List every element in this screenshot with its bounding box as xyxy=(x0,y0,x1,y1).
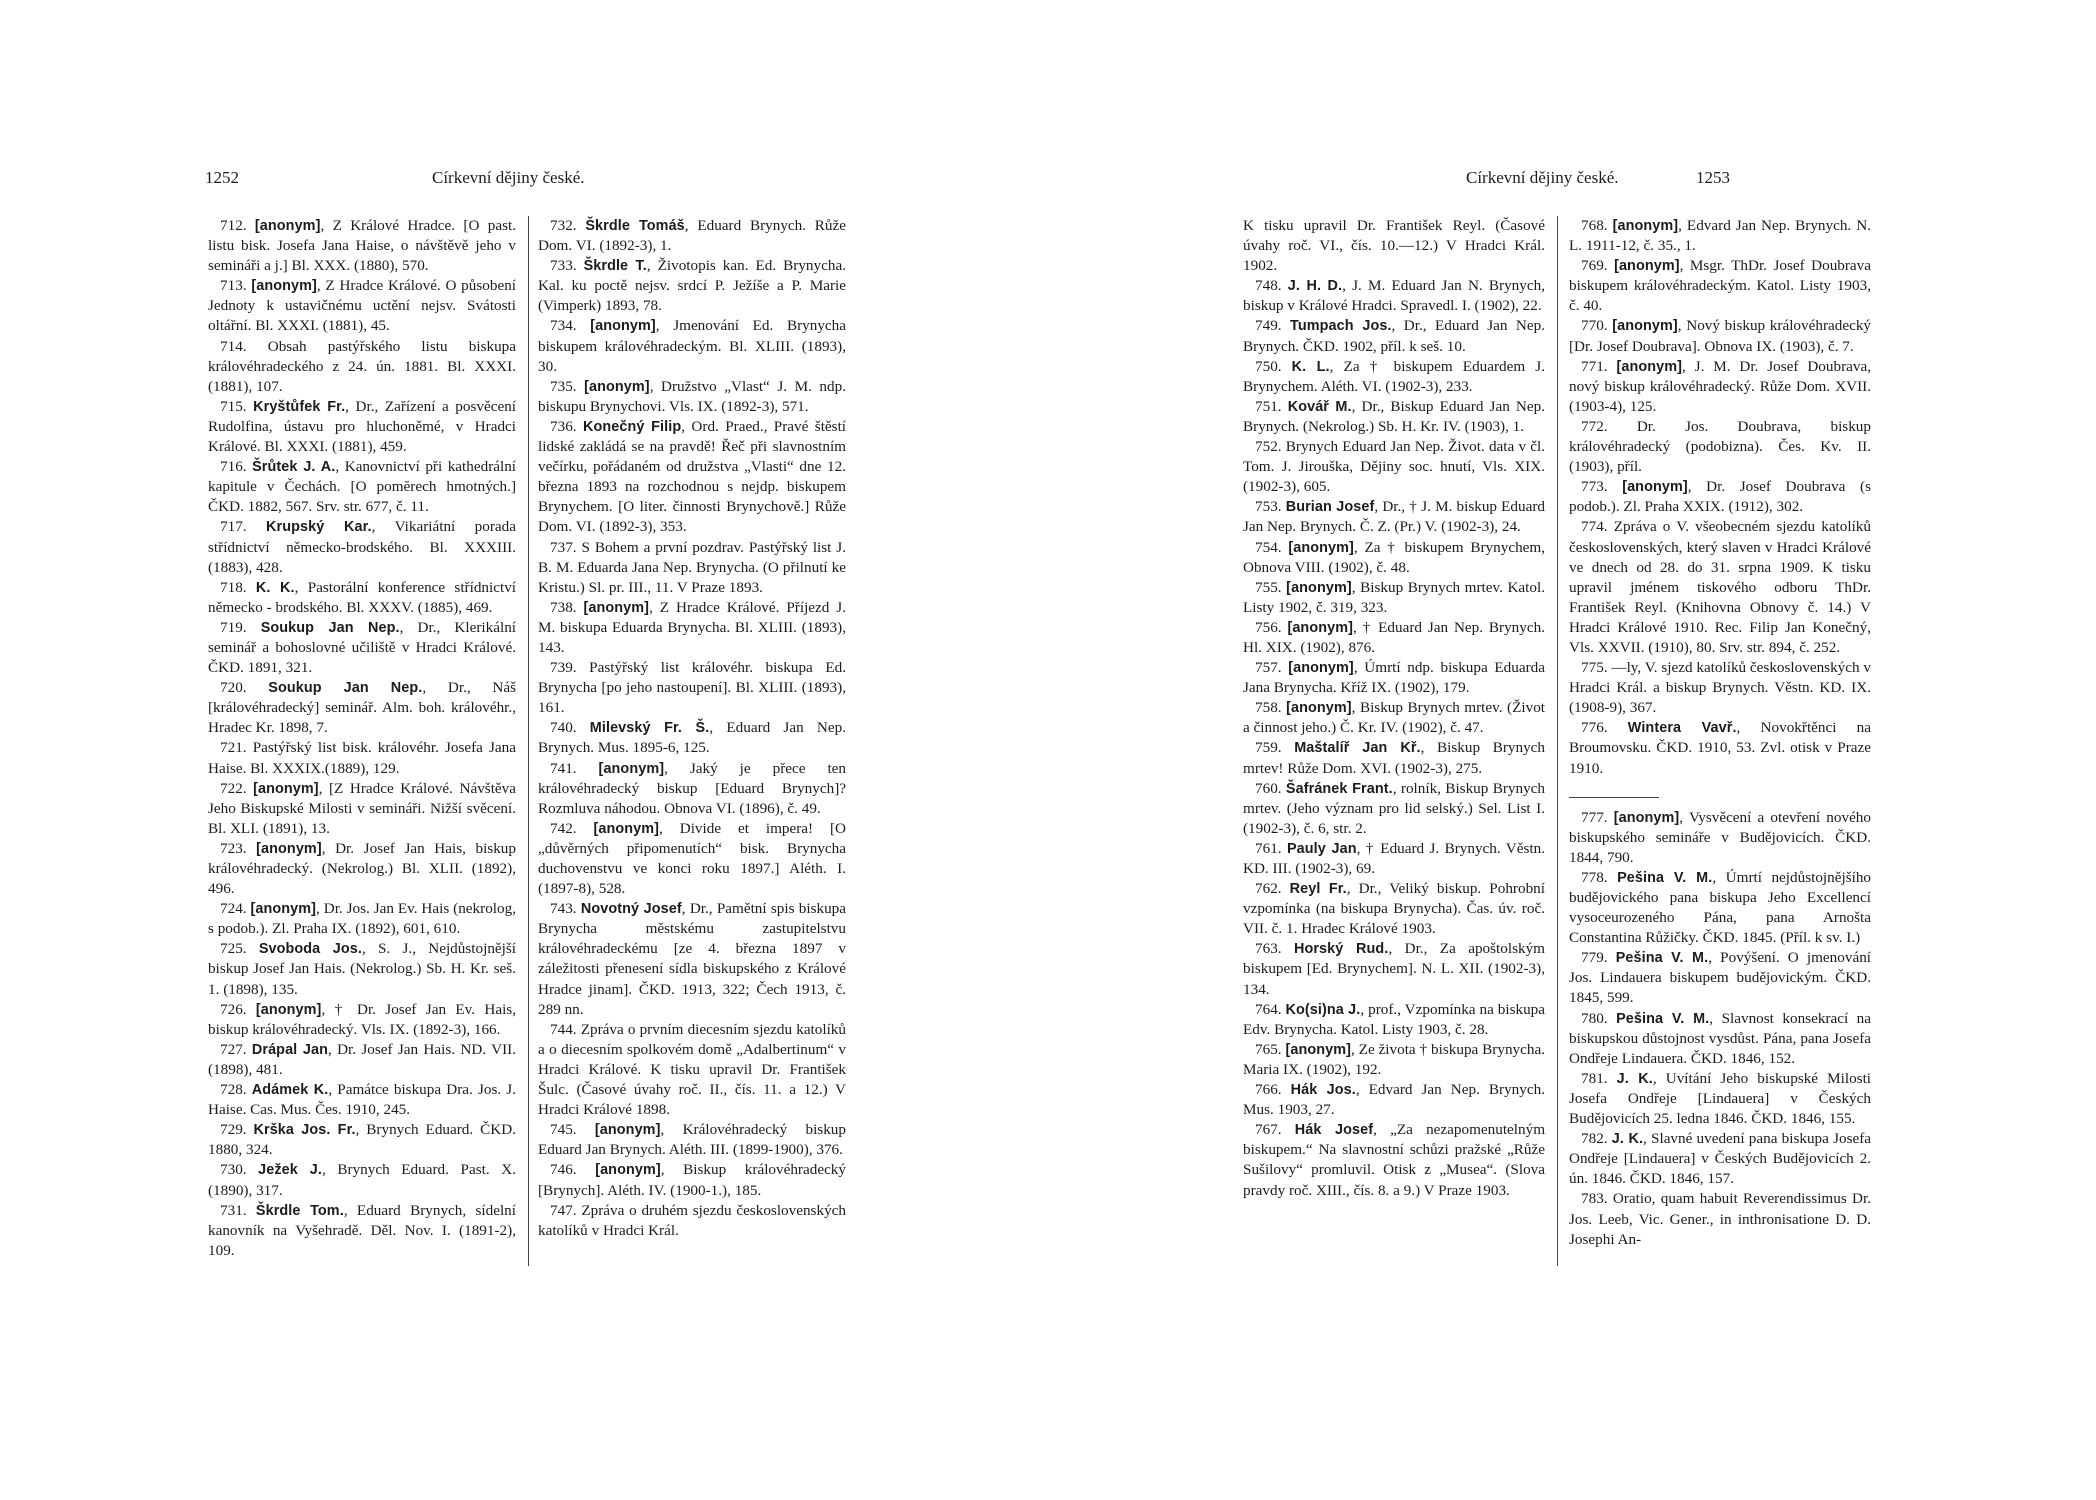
bibliography-entry xyxy=(538,1160,846,1200)
entry-author: [anonym] xyxy=(1287,619,1353,636)
bibliography-entry xyxy=(1243,738,1545,778)
entry-author: [anonym] xyxy=(1616,358,1683,375)
bibliography-entry xyxy=(538,417,846,538)
entry-number: 713. xyxy=(220,277,247,295)
entry-author: [anonym] xyxy=(594,1122,661,1139)
entry-text: , Edvard Jan Nep. Brynych. N. L. 1911-12, č. 35., 1. xyxy=(1569,217,1871,255)
entry-author: Pešina V. M. xyxy=(1617,869,1713,886)
entry-number: 771. xyxy=(1581,357,1608,375)
entry-text: , † Eduard Jan Nep. Brynych. Hl. XIX. (1902), 876. xyxy=(1243,618,1545,656)
entry-author: Ko(si)na J. xyxy=(1285,1001,1361,1018)
entry-author: [anonym] xyxy=(1612,318,1678,335)
entry-text: , Povýšení. O jmenování Jos. Lindauera biskupem budějovickým. ČKD. 1845, 599. xyxy=(1569,949,1872,1007)
entry-number: 717. xyxy=(220,518,247,536)
bibliography-entry xyxy=(1243,1000,1545,1040)
entry-author: Horský Rud. xyxy=(1293,941,1389,958)
bibliography-entry xyxy=(1569,1129,1871,1189)
bibliography-entry xyxy=(1243,779,1545,839)
entry-text: , prof., Vzpomínka na biskupa Edv. Brynycha. Katol. Listy 1903, č. 28. xyxy=(1243,1000,1546,1038)
entry-text: , Biskup královéhradecký [Brynych]. Aléth. IV. (1900-1.), 185. xyxy=(538,1161,846,1199)
entry-text: , Za † biskupem Brynychem, Obnova VIII. (1902), č. 48. xyxy=(1243,538,1546,576)
entry-text: , Dr., Veliký biskup. Pohrobní vzpomínka (na biskupa Brynycha). Čas. úv. roč. VII. č. 1. Hradec Králové 1903. xyxy=(1243,880,1545,938)
entry-number: 718. xyxy=(220,578,247,596)
entry-number: 746. xyxy=(550,1161,577,1179)
entry-number: 753. xyxy=(1255,498,1282,516)
entry-number: 724. xyxy=(220,900,247,918)
bibliography-entry xyxy=(538,598,846,658)
entry-author: [anonym] xyxy=(254,218,321,234)
bibliography-entry xyxy=(1243,618,1545,658)
entry-number: 749. xyxy=(1255,317,1282,335)
entry-text: , Dr. Josef Doubrava (s podob.). Zl. Praha XXIX. (1912), 302. xyxy=(1569,478,1871,516)
entry-number: 726. xyxy=(220,1000,247,1018)
entry-text: , Eduard Jan Nep. Brynych. Mus. 1895-6, 125. xyxy=(538,719,846,757)
entry-author: Adámek K. xyxy=(251,1082,329,1099)
entry-number: 712. xyxy=(220,217,247,234)
entry-author: Hák Jos. xyxy=(1290,1082,1356,1099)
bibliography-entry xyxy=(538,316,846,376)
bibliography-entry xyxy=(538,718,846,758)
entry-number: 714. xyxy=(220,337,247,355)
section-break xyxy=(1569,779,1871,791)
entry-number: 770. xyxy=(1581,317,1608,335)
entry-number: 741. xyxy=(550,759,577,777)
bibliography-entry xyxy=(1569,1009,1871,1069)
bibliography-entry xyxy=(1243,658,1545,698)
entry-author: [anonym] xyxy=(1613,809,1680,826)
entry-text: , Dr. Josef Jan Hais. ND. VII. (1898), 481. xyxy=(208,1040,517,1078)
entry-number: 781. xyxy=(1581,1069,1608,1087)
bibliography-entry xyxy=(538,819,846,899)
entry-text: , Dr., Biskup Eduard Jan Nep. Brynych. (Nekrolog.) Sb. H. Kr. IV. (1903), 1. xyxy=(1243,397,1546,435)
entry-text: , Z Králové Hradce. [O past. listu bisk. Josefa Jana Haise, o návštěvě jeho v semináři a j.] Bl. XXX. (1880), 570. xyxy=(208,217,516,275)
entry-author: [anonym] xyxy=(1286,700,1352,717)
bibliography-entry xyxy=(1243,316,1545,356)
entry-number: 729. xyxy=(220,1121,247,1139)
entry-text: , Dr. Jos. Jan Ev. Hais (nekrolog, s podob.). Zl. Praha IX. (1892), 601, 610. xyxy=(208,900,517,938)
entry-number: 774. xyxy=(1581,518,1608,536)
entry-number: 731. xyxy=(220,1201,247,1219)
entry-text: , S. J., Nejdůstojnější biskup Josef Jan Hais. (Nekrolog.) Sb. H. Kr. seš. 1. (1898), 135. xyxy=(208,940,516,998)
entry-author: J. K. xyxy=(1611,1131,1644,1148)
entry-author: Ježek J. xyxy=(258,1162,322,1179)
bibliography-entry xyxy=(1569,417,1871,477)
section-rule xyxy=(1569,797,1659,798)
column-1 xyxy=(208,216,516,1261)
bibliography-entry xyxy=(1569,256,1871,316)
bibliography-entry xyxy=(538,899,846,1020)
entry-text: , Msgr. ThDr. Josef Doubrava biskupem královéhradeckým. Katol. Listy 1903, č. 40. xyxy=(1569,257,1872,315)
entry-author: [anonym] xyxy=(255,1001,322,1018)
entry-text: , Družstvo „Vlast“ J. M. ndp. biskupu Brynychovi. Vls. IX. (1892-3), 571. xyxy=(538,377,846,415)
entry-text: Oratio, quam habuit Reverendissimus Dr. Jos. Leeb, Vic. Gener., in inthronisatione D. D. Josephi An- xyxy=(1569,1190,1871,1248)
entry-number: 769. xyxy=(1581,257,1608,275)
entry-text: , Brynych Eduard. ČKD. 1880, 324. xyxy=(208,1121,516,1159)
entry-text: , Dr., Klerikální seminář a bohoslovné učiliště v Hradci Králové. ČKD. 1891, 321. xyxy=(208,618,517,677)
bibliography-entry xyxy=(208,457,516,517)
entry-text: , Dr., † J. M. biskup Eduard Jan Nep. Brynych. Č. Z. (Pr.) V. (1902-3), 24. xyxy=(1243,498,1546,536)
entry-author: [anonym] xyxy=(1288,539,1354,556)
entry-author: Drápal Jan xyxy=(251,1041,328,1058)
bibliography-entry xyxy=(1569,868,1871,948)
entry-author: Maštalíř Jan Kř. xyxy=(1294,740,1421,757)
entry-number: 744. xyxy=(550,1020,577,1038)
entry-text: , Biskup Brynych mrtev. Katol. Listy 1902, č. 319, 323. xyxy=(1243,578,1545,616)
column-1 xyxy=(1243,216,1545,1201)
entry-number: 737. xyxy=(550,538,577,556)
entry-number: 762. xyxy=(1255,880,1282,898)
entry-number: 754. xyxy=(1255,538,1282,556)
bibliography-entry xyxy=(538,1201,846,1241)
entry-number: 777. xyxy=(1581,808,1608,826)
entry-author: Škrdle Tom. xyxy=(255,1202,344,1219)
entry-number: 755. xyxy=(1255,578,1282,596)
entry-author: [anonym] xyxy=(598,760,665,777)
entry-text: , Dr., Zařízení a posvěcení Rudolfina, ústavu pro hluchoněmé, v Hradci Králové. Bl. XXXI. (1881), 459. xyxy=(208,397,517,456)
entry-text: , Divide et impera! [O „důvěrných připomenutích“ bisk. Brynycha duchovenstvu ve konci roku 1897.] Aléth. I. (1897-8), 528. xyxy=(538,819,847,898)
entry-text: , † Dr. Josef Jan Ev. Hais, biskup královéhradecký. Vls. IX. (1892-3), 166. xyxy=(208,1000,516,1038)
entry-number: 743. xyxy=(550,900,577,918)
entry-author: Pešina V. M. xyxy=(1616,1010,1710,1027)
bibliography-entry xyxy=(1243,538,1545,578)
entry-text: , J. M. Eduard Jan N. Brynych, biskup v Králové Hradci. Spravedl. I. (1902), 22. xyxy=(1243,277,1545,315)
entry-author: Krupský Kar. xyxy=(266,519,372,536)
entry-text: , Slavné uvedení pana biskupa Josefa Ondřeje [Lindauera] v Českých Budějovicích 2. ún. 1846. ČKD. 1846, 157. xyxy=(1569,1130,1872,1188)
bibliography-entry xyxy=(1569,1069,1871,1129)
bibliography-entry xyxy=(538,658,846,718)
entry-number: 773. xyxy=(1581,478,1608,496)
entry-number: 745. xyxy=(550,1121,577,1139)
entry-number: 722. xyxy=(220,779,247,797)
entry-text: , Kanovnictví při kathedrální kapitule v Čechách. [O pomĕrech hmotných.] ČKD. 1882, 567. Srv. str. 677, č. 11. xyxy=(208,458,517,516)
entry-author: [anonym] xyxy=(584,378,650,395)
entry-text: , Brynych Eduard. Past. X. (1890), 317. xyxy=(208,1161,516,1199)
bibliography-entry xyxy=(1569,808,1871,868)
entry-number: 716. xyxy=(220,458,247,476)
entry-text: , Památce biskupa Dra. Jos. J. Haise. Cas. Mus. Čes. 1910, 245. xyxy=(208,1081,517,1119)
bibliography-entry xyxy=(208,337,516,397)
entry-author: [anonym] xyxy=(1286,579,1352,596)
entry-number: 734. xyxy=(550,317,577,335)
entry-number: 757. xyxy=(1255,659,1282,677)
entry-author: K. K. xyxy=(255,579,295,596)
entry-text: , Úmrtí ndp. biskupa Eduarda Jana Brynycha. Kříž IX. (1902), 179. xyxy=(1243,659,1545,697)
column-divider xyxy=(1557,216,1558,1266)
entry-author: [anonym] xyxy=(256,840,322,857)
bibliography-entry xyxy=(1243,276,1545,316)
entry-text: , Dr., Náš [královéhradecký] seminář. Alm. boh. královéhr., Hradec Kr. 1898, 7. xyxy=(208,679,516,737)
entry-author: Soukup Jan Nep. xyxy=(260,619,400,636)
bibliography-entry xyxy=(208,1000,516,1040)
bibliography-entry xyxy=(538,538,846,598)
entry-text: , Královéhradecký biskup Eduard Jan Brynych. Aléth. III. (1899-1900), 376. xyxy=(538,1121,846,1159)
entry-author: Milevský Fr. Š. xyxy=(589,720,710,737)
bibliography-entry xyxy=(1569,477,1871,517)
bibliography-entry xyxy=(1243,1080,1545,1120)
entry-text: , Eduard Brynych, sídelní kanovník na Vyšehradě. Děl. Nov. I. (1891-2), 109. xyxy=(208,1201,516,1259)
entry-text: Dr. Jos. Doubrava, biskup královéhradecký (podobizna). Čes. Kv. II. (1903), příl. xyxy=(1569,417,1871,476)
bibliography-entry xyxy=(1569,216,1871,256)
bibliography-entry xyxy=(538,1020,846,1120)
running-head: Církevní dějiny české. xyxy=(1466,168,1619,187)
entry-number: 772. xyxy=(1581,417,1608,435)
bibliography-entry xyxy=(208,1160,516,1200)
entry-number: 719. xyxy=(220,618,247,636)
bibliography-entry xyxy=(1569,357,1871,417)
entry-text: Brynych Eduard Jan Nep. Život. data v čl. Tom. J. Jirouška, Dějiny soc. hnutí, Vls. XIX. (1902-3), 605. xyxy=(1243,438,1546,496)
entry-author: Škrdle T. xyxy=(583,258,647,275)
entry-text: , J. M. Dr. Josef Doubrava, nový biskup královéhradecký. Růže Dom. XVII. (1903-4), 125. xyxy=(1569,357,1872,415)
entry-number: 752. xyxy=(1255,438,1282,456)
entry-number: 733. xyxy=(550,257,577,275)
entry-number: 783. xyxy=(1581,1190,1608,1208)
entry-number: 779. xyxy=(1581,949,1608,967)
entry-author: Škrdle Tomáš xyxy=(585,218,685,234)
entry-text: Zpráva o druhém sjezdu československých katolíků v Hradci Král. xyxy=(538,1201,846,1239)
entry-author: Hák Josef xyxy=(1294,1122,1374,1139)
entry-author: [anonym] xyxy=(583,599,650,616)
entry-author: K. L. xyxy=(1291,358,1330,375)
bibliography-entry xyxy=(538,256,846,316)
bibliography-entry xyxy=(1243,578,1545,618)
entry-author: Šafránek Frant. xyxy=(1285,780,1393,797)
entry-text: , Úmrtí nejdůstojnějšího budějovického pana biskupa Jeho Excellencí vysoceurozeného Pána, pana Arnošta Constantina Růžičky. ČKD. 1845. (Příl. k sv. I.) xyxy=(1569,868,1872,947)
entry-number: 739. xyxy=(550,659,577,677)
entry-author: [anonym] xyxy=(1612,218,1679,234)
bibliography-entry xyxy=(208,1201,516,1261)
entry-author: Novotný Josef xyxy=(580,901,682,918)
entry-text: , † Eduard J. Brynych. Věstn. KD. III. (1902-3), 69. xyxy=(1243,839,1546,877)
entry-number: 751. xyxy=(1255,397,1282,415)
column-2 xyxy=(538,216,846,1241)
entry-text: , rolník, Biskup Brynych mrtev. (Jeho význam pro lid selský.) Sel. List I. (1902-3), č. 6, str. 2. xyxy=(1243,779,1545,837)
bibliography-entry xyxy=(1243,698,1545,738)
entry-number: 736. xyxy=(550,417,577,435)
bibliography-entry xyxy=(538,1120,846,1160)
entry-text: , Ze života † biskupa Brynycha. Maria IX. (1902), 192. xyxy=(1243,1040,1546,1078)
entry-number: 758. xyxy=(1255,699,1282,717)
running-head: Církevní dějiny české. xyxy=(432,168,585,187)
entry-text: , Pastorální konference střídnictví německo - brodského. Bl. XXXV. (1885), 469. xyxy=(208,578,517,616)
entry-text: , Edvard Jan Nep. Brynych. Mus. 1903, 27. xyxy=(1243,1081,1545,1119)
entry-author: [anonym] xyxy=(590,318,656,335)
entry-number: 775. xyxy=(1581,659,1608,677)
entry-author: [anonym] xyxy=(251,278,317,295)
entry-number: 764. xyxy=(1255,1000,1282,1018)
entry-number: 780. xyxy=(1581,1009,1608,1027)
entry-text: , Z Hradce Králové. Příjezd J. M. biskupa Eduarda Brynycha. Bl. XLIII. (1893), 143. xyxy=(538,598,846,656)
bibliography-entry xyxy=(1243,397,1545,437)
entry-text: , Nový biskup královéhradecký [Dr. Josef Doubrava]. Obnova IX. (1903), č. 7. xyxy=(1569,317,1872,355)
entry-number: 747. xyxy=(550,1201,577,1219)
entry-author: Tumpach Jos. xyxy=(1290,318,1392,335)
entry-text: , Jaký je přece ten královéhradecký biskup [Eduard Brynych]? Rozmluva náhodou. Obnova VI. (1896), č. 49. xyxy=(538,759,846,817)
entry-author: [anonym] xyxy=(1622,479,1688,496)
entry-author: Kryštůfek Fr. xyxy=(253,398,346,415)
bibliography-entry xyxy=(208,678,516,738)
entry-text: Obsah pastýřského listu biskupa královéhradeckého z 24. ún. 1881. Bl. XXXI. (1881), 107. xyxy=(208,337,517,395)
bibliography-entry xyxy=(208,738,516,778)
entry-number: 759. xyxy=(1255,739,1282,757)
entry-number: 761. xyxy=(1255,839,1282,857)
entry-text: Pastýřský list bisk. královéhr. Josefa Jana Haise. Bl. XXXIX.(1889), 129. xyxy=(208,739,517,777)
entry-number: 767. xyxy=(1255,1121,1282,1139)
bibliography-entry xyxy=(208,276,516,336)
page-number: 1252 xyxy=(205,168,239,187)
entry-author: Soukup Jan Nep. xyxy=(268,680,423,697)
entry-author: [anonym] xyxy=(1614,258,1680,275)
entry-number: 728. xyxy=(220,1081,247,1099)
bibliography-entry xyxy=(208,899,516,939)
entry-author: [anonym] xyxy=(593,820,660,837)
entry-number: 756. xyxy=(1255,618,1282,636)
entry-number: 760. xyxy=(1255,779,1282,797)
entry-number: 750. xyxy=(1255,357,1282,375)
bibliography-entry xyxy=(1243,839,1545,879)
entry-author: Pauly Jan xyxy=(1286,840,1357,857)
entry-text: , Eduard Brynych. Růže Dom. VI. (1892-3), 1. xyxy=(538,217,846,255)
entry-author: Burian Josef xyxy=(1285,499,1375,516)
entry-number: 778. xyxy=(1581,868,1608,886)
bibliography-entry xyxy=(1569,1189,1871,1249)
entry-text: —ly, V. sjezd katolíků československých v Hradci Král. a biskup Brynych. Věstn. KD. IX. (1908-9), 367. xyxy=(1569,659,1871,717)
entry-author: Šrůtek J. A. xyxy=(252,459,336,476)
entry-author: J. K. xyxy=(1616,1070,1653,1087)
bibliography-entry xyxy=(1243,497,1545,537)
entry-number: 776. xyxy=(1581,719,1608,737)
entry-number: 715. xyxy=(220,397,247,415)
bibliography-entry xyxy=(1243,939,1545,999)
bibliography-entry xyxy=(1243,216,1545,276)
bibliography-entry xyxy=(1569,658,1871,718)
bibliography-entry xyxy=(208,1120,516,1160)
entry-number: 740. xyxy=(550,719,577,737)
bibliography-entry xyxy=(1243,437,1545,497)
entry-text: , „Za nezapomenutelným biskupem.“ Na slavnostní schůzi pražské „Růže Sušilovy“ promluvil. Otisk z „Musea“. (Slova pravdy roč. XIII., čís. 8. a 9.) V Praze 1903. xyxy=(1243,1121,1546,1199)
entry-text: , Za † biskupem Eduardem J. Brynychem. Aléth. VI. (1902-3), 233. xyxy=(1243,357,1545,395)
entry-number: 738. xyxy=(550,598,577,616)
entry-text: , Dr., Za apoštolským biskupem [Ed. Brynychem]. N. L. XII. (1902-3), 134. xyxy=(1243,940,1545,998)
entry-number: 723. xyxy=(220,839,247,857)
entry-author: [anonym] xyxy=(250,901,317,918)
entry-author: [anonym] xyxy=(1288,660,1354,677)
entry-author: Kovář M. xyxy=(1287,398,1352,415)
column-2 xyxy=(1569,216,1871,1250)
bibliography-entry xyxy=(538,216,846,256)
entry-author: [anonym] xyxy=(253,780,319,797)
entry-number: 742. xyxy=(550,819,577,837)
bibliography-entry xyxy=(208,1080,516,1120)
entry-text: Zpráva o V. všeobecném sjezdu katolíků československých, který slaven v Hradci Králové ve dnech od 28. do 31. srpna 1909. K tisku upravil jménem tiskového odboru ThDr. František Reyl. (Knihovna Obnovy č. 14.) V Hradci Králové 1910. Rec. Filip Jan Konečný, Vls. XXVII. (1910), 80. Srv. str. 894, č. 252. xyxy=(1569,518,1871,656)
entry-number: 720. xyxy=(220,679,247,697)
entry-author: Wintera Vavř. xyxy=(1627,720,1737,737)
entry-number: 730. xyxy=(220,1161,247,1179)
entry-author: Reyl Fr. xyxy=(1289,881,1347,898)
bibliography-entry xyxy=(208,397,516,457)
bibliography-entry xyxy=(1569,718,1871,778)
entry-number: 721. xyxy=(220,739,247,757)
entry-text: , Dr., Eduard Jan Nep. Brynych. ČKD. 1902, příl. k seš. 10. xyxy=(1243,317,1546,355)
page-number: 1253 xyxy=(1696,168,1730,187)
entry-text: , Dr., Pamětní spis biskupa Brynycha městskému zastupitelstvu královéhradeckému [ze 4. března 1897 v záležitosti přenesení sídla biskupského z Králové Hradce jinam]. ČKD. 1913, 322; Čech 1913, č. 289 nn. xyxy=(538,900,847,1018)
entry-number: 766. xyxy=(1255,1081,1282,1099)
entry-text: K tisku upravil Dr. František Reyl. (Časové úvahy roč. VI., čís. 10.—12.) V Hradci Král. 1902. xyxy=(1243,217,1545,275)
entry-text: , Dr. Josef Jan Hais, biskup královéhradecký. (Nekrolog.) Bl. XLII. (1892), 496. xyxy=(208,839,516,898)
bibliography-entry xyxy=(1569,316,1871,356)
bibliography-entry xyxy=(538,377,846,417)
bibliography-entry xyxy=(538,759,846,819)
entry-text: , Vikariátní porada střídnictví německo-brodského. Bl. XXXIII. (1883), 428. xyxy=(208,518,517,576)
bibliography-entry xyxy=(208,216,516,276)
bibliography-entry xyxy=(1569,517,1871,658)
entry-number: 725. xyxy=(220,940,247,958)
bibliography-entry xyxy=(208,517,516,577)
bibliography-entry xyxy=(208,578,516,618)
entry-number: 748. xyxy=(1255,277,1282,295)
entry-number: 768. xyxy=(1581,217,1608,234)
entry-author: Krška Jos. Fr. xyxy=(253,1122,356,1139)
column-divider xyxy=(528,216,529,1266)
entry-author: J. H. D. xyxy=(1287,278,1343,295)
bibliography-entry xyxy=(1243,879,1545,939)
entry-number: 765. xyxy=(1255,1040,1282,1058)
entry-number: 763. xyxy=(1255,940,1282,958)
bibliography-entry xyxy=(1243,357,1545,397)
entry-text: , Uvítání Jeho biskupské Milosti Josefa Ondřeje [Lindauera] v Českých Budějovicích 25. ledna 1846. ČKD. 1846, 155. xyxy=(1569,1069,1872,1128)
bibliography-entry xyxy=(1569,948,1871,1008)
entry-author: Pešina V. M. xyxy=(1615,950,1709,967)
entry-text: , Vysvěcení a otevření nového biskupského semináře v Budějovicích. ČKD. 1844, 790. xyxy=(1569,808,1871,866)
entry-text: , [Z Hradce Králové. Návštěva Jeho Biskupské Milosti v semináři. Nižší svěcení. Bl. XLI. (1891), 13. xyxy=(208,779,516,837)
bibliography-entry xyxy=(208,779,516,839)
entry-author: [anonym] xyxy=(1285,1041,1352,1058)
entry-author: Svoboda Jos. xyxy=(258,941,363,958)
entry-text: , Ord. Praed., Pravé štěstí lidské zakládá se na pravdě! Řeč při slavnostním večírku, pořádaném od družstva „Vlasti“ dne 12. března 1893 na rozchodnou s nejdp. biskupem Brynychem. [O liter. činnosti Brynychově.] Růže Dom. VI. (1892-3), 353. xyxy=(538,417,847,536)
entry-text: Pastýřský list královéhr. biskupa Ed. Brynycha [po jeho nastoupení]. Bl. XLIII. (1893), 161. xyxy=(538,659,846,717)
entry-number: 782. xyxy=(1581,1130,1608,1148)
entry-text: , Jmenování Ed. Brynycha biskupem královéhradeckým. Bl. XLIII. (1893), 30. xyxy=(538,317,847,375)
bibliography-entry xyxy=(208,839,516,899)
bibliography-entry xyxy=(1243,1040,1545,1080)
entry-number: 732. xyxy=(550,217,577,234)
entry-text: , Biskup Brynych mrtev. (Život a činnost jeho.) Č. Kr. IV. (1902), č. 47. xyxy=(1243,699,1546,737)
bibliography-entry xyxy=(208,618,516,678)
entry-text: Zpráva o prvním diecesním sjezdu katolíků a o diecesním spolkovém domě „Adalbertinum“ v Hradci Králové. K tisku upravil Dr. František Šulc. (Časové úvahy roč. II., čís. 11. a 12.) V Hradci Králové 1898. xyxy=(538,1020,846,1119)
entry-text: , Novokřtěnci na Broumovsku. ČKD. 1910, 53. Zvl. otisk v Praze 1910. xyxy=(1569,719,1871,777)
entry-text: , Životopis kan. Ed. Brynycha. Kal. ku poctě nejsv. srdcí P. Ježíše a P. Marie (Vimperk) 1893, 78. xyxy=(538,257,846,315)
entry-text: S Bohem a první pozdrav. Pastýřský list J. B. M. Eduarda Jana Nep. Brynycha. (O přilnutí ke Kristu.) Sl. pr. III., 11. V Praze 1893. xyxy=(538,538,846,596)
entry-author: [anonym] xyxy=(595,1162,661,1179)
entry-text: , Slavnost konsekrací na biskupskou důstojnost vysdůst. Pána, pana Josefa Ondřeje Lindauera. ČKD. 1846, 152. xyxy=(1569,1009,1871,1067)
entry-text: , Z Hradce Králové. O působení Jednoty k ustavičnému uctění nejsv. Svátosti oltářní. Bl. XXXI. (1881), 45. xyxy=(208,277,517,335)
bibliography-entry xyxy=(1243,1120,1545,1200)
entry-author: Konečný Filip xyxy=(582,418,682,435)
entry-text: , Biskup Brynych mrtev! Růže Dom. XVI. (1902-3), 275. xyxy=(1243,739,1545,777)
entry-number: 735. xyxy=(550,377,577,395)
bibliography-entry xyxy=(208,1040,516,1080)
entry-number: 727. xyxy=(220,1040,247,1058)
bibliography-entry xyxy=(208,939,516,999)
right-page xyxy=(1048,0,2096,1500)
